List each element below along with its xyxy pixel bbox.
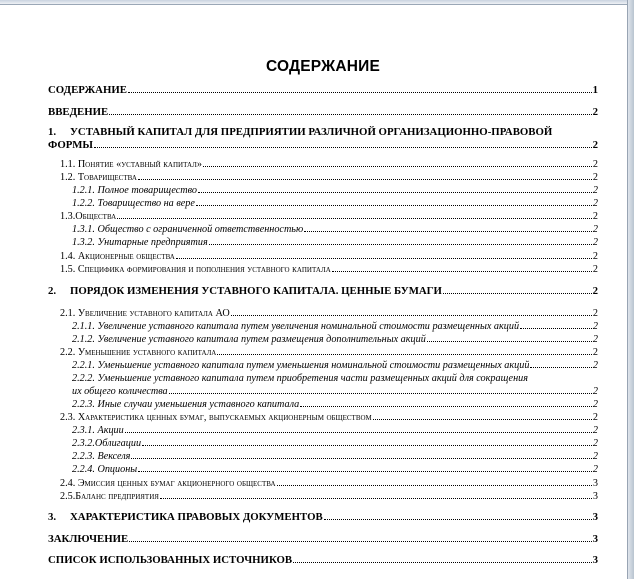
toc-entry-2-3[interactable]: 2.3. Характеристика ценных бумаг, выпускаемых акционерным обществом 2 [60, 412, 598, 423]
toc-entry-2-1[interactable]: 2.1. Увеличение уставного капитала АО 2 [60, 308, 598, 319]
vertical-scrollbar[interactable] [627, 0, 634, 579]
toc-entry-1-2-1[interactable]: 1.2.1. Полное товарищество 2 [72, 185, 598, 196]
toc-entry-contents[interactable]: СОДЕРЖАНИЕ 1 [48, 84, 598, 96]
toc-entry-1-4[interactable]: 1.4. Акционерные общества 2 [60, 251, 598, 262]
toc-entry-2-3-2[interactable]: 2.3.2.Облигации 2 [72, 438, 598, 449]
toc-entry-2-3-1[interactable]: 2.3.1. Акции 2 [72, 425, 598, 436]
toc-entry-references[interactable]: СПИСОК ИСПОЛЬЗОВАННЫХ ИСТОЧНИКОВ 3 [48, 554, 598, 566]
toc-entry-2-4[interactable]: 2.4. Эмиссия ценных бумаг акционерного общества 3 [60, 478, 598, 489]
toc-entry-1-2[interactable]: 1.2. Товарищества 2 [60, 172, 598, 183]
toc-entry-2-2-3[interactable]: 2.2.3. Иные случаи уменьшения уставного капитала 2 [72, 399, 598, 410]
toc-entry-2-5[interactable]: 2.5.Баланс предприятия 3 [60, 491, 598, 502]
toc-entry-1-3-2[interactable]: 1.3.2. Унитарные предприятия 2 [72, 237, 598, 248]
toc-entry-introduction[interactable]: ВВЕДЕНИЕ 2 [48, 106, 598, 118]
toc-entry-1-5[interactable]: 1.5. Специфика формирования и пополнения уставного капитала 2 [60, 264, 598, 275]
document-page [48, 0, 598, 579]
toc-entry-2-2-3-bills[interactable]: 2.2.3. Векселя 2 [72, 451, 598, 462]
toc-entry-2-2[interactable]: 2.2. Уменьшение уставного капитала 2 [60, 347, 598, 358]
toc-entry-2-1-1[interactable]: 2.1.1. Увеличение уставного капитала путем увеличения номинальной стоимости размещенных акций 2 [72, 321, 598, 332]
toc-entry-2-1-2[interactable]: 2.1.2. Увеличение уставного капитала путем размещения дополнительных акций 2 [72, 334, 598, 345]
toc-entry-1-1[interactable]: 1.1. Понятие «уставный капитал» 2 [60, 159, 598, 170]
toc-entry-1-2-2[interactable]: 1.2.2. Товарищество на вере 2 [72, 198, 598, 209]
toc-entry-section-2[interactable]: 2. ПОРЯДОК ИЗМЕНЕНИЯ УСТАВНОГО КАПИТАЛА. ЦЕННЫЕ БУМАГИ 2 [48, 285, 598, 297]
page-title: СОДЕРЖАНИЕ [265, 58, 381, 75]
toc-entry-conclusion[interactable]: ЗАКЛЮЧЕНИЕ 3 [48, 533, 598, 545]
toc-entry-2-2-1[interactable]: 2.2.1. Уменьшение уставного капитала путем уменьшения номинальной стоимости размещенных акций 2 [72, 360, 598, 371]
toc-entry-1-3[interactable]: 1.3.Общества 2 [60, 211, 598, 222]
toc-entry-section-1[interactable]: 1. УСТАВНЫЙ КАПИТАЛ ДЛЯ ПРЕДПРИЯТИИ РАЗЛИЧНОЙ ОРГАНИЗАЦИОННО-ПРАВОВОЙ ФОРМЫ 2 [48, 126, 598, 151]
toc-entry-1-3-1[interactable]: 1.3.1. Общество с ограниченной ответственностью 2 [72, 224, 598, 235]
toc-entry-2-2-4[interactable]: 2.2.4. Опционы 2 [72, 464, 598, 475]
toc-entry-section-3[interactable]: 3. ХАРАКТЕРИСТИКА ПРАВОВЫХ ДОКУМЕНТОВ 3 [48, 511, 598, 523]
toc-entry-2-2-2[interactable]: 2.2.2. Уменьшение уставного капитала путем приобретения части размещенных акций для сокращения их общего количества 2 [72, 373, 598, 397]
